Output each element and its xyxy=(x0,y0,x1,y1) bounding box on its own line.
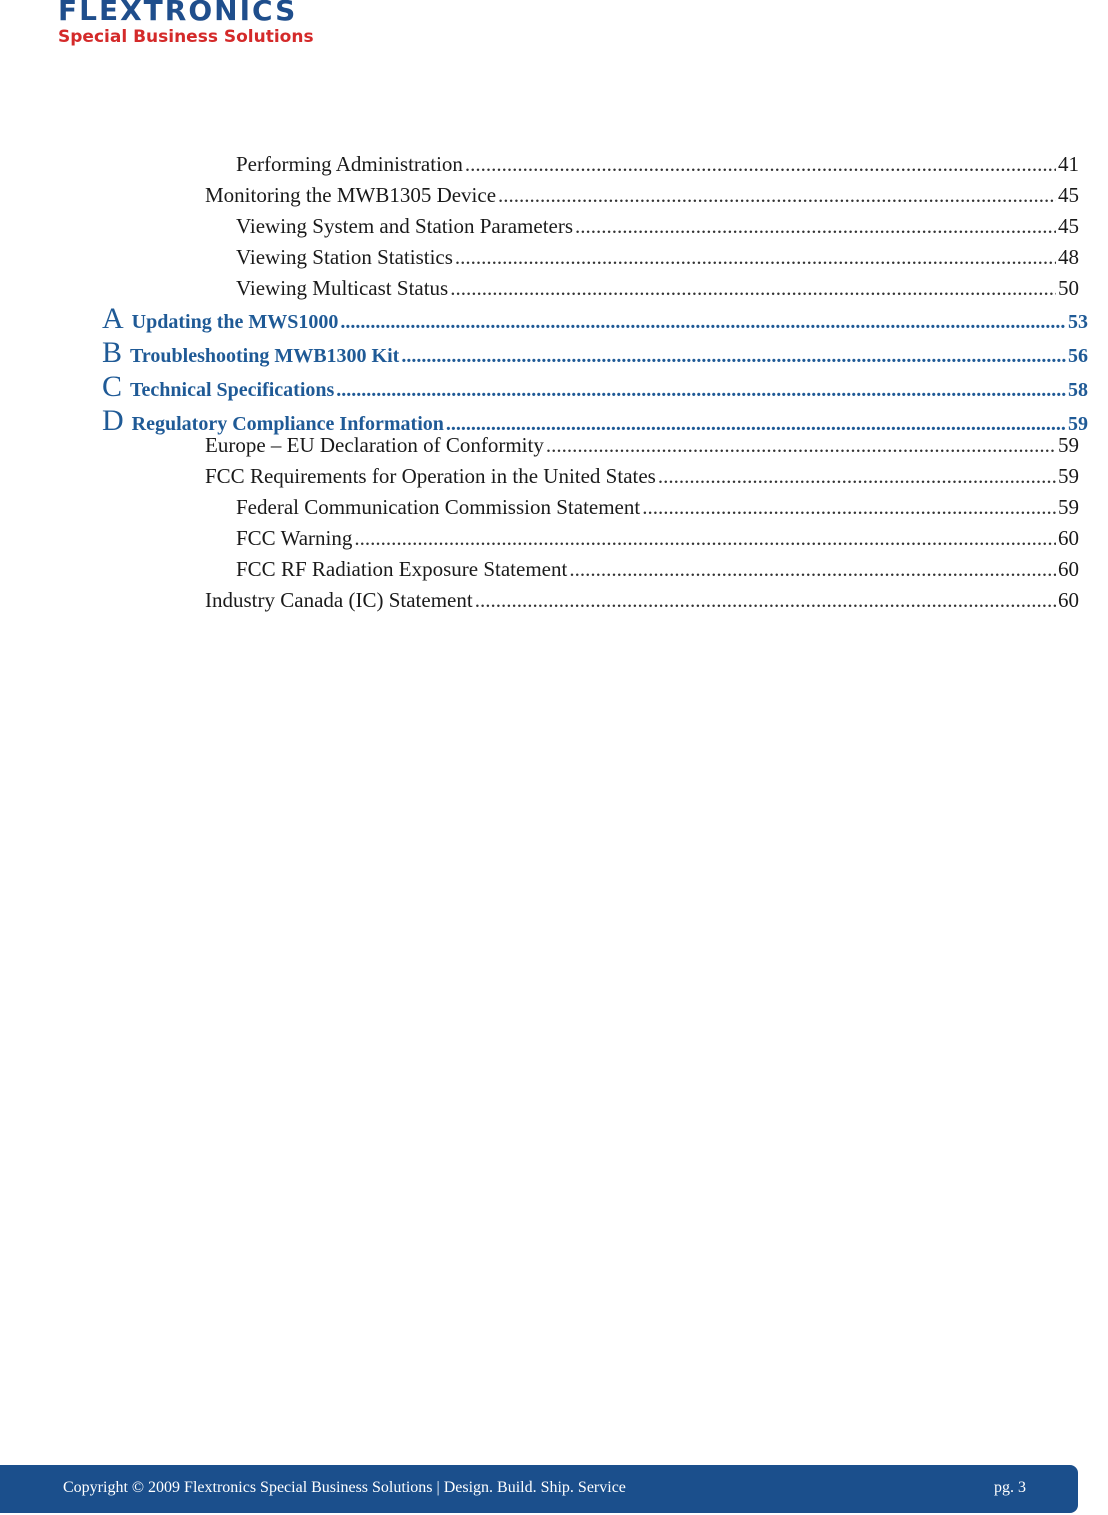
toc-dot-leader xyxy=(546,433,1056,458)
toc-entry-page: 50 xyxy=(1058,276,1079,300)
toc-appendix-entry[interactable] xyxy=(102,336,1088,370)
toc-entry-title: FCC Warning xyxy=(236,526,353,550)
toc-entry-page: 60 xyxy=(1058,526,1079,550)
toc-dot-leader xyxy=(401,345,1066,368)
toc-entry[interactable] xyxy=(236,214,1079,239)
toc-dot-leader xyxy=(465,152,1056,177)
toc-dot-leader xyxy=(498,183,1056,208)
toc-entry[interactable] xyxy=(236,557,1079,582)
toc-entry-title: Industry Canada (IC) Statement xyxy=(205,588,473,612)
toc-entry[interactable] xyxy=(236,276,1079,301)
appendix-letter: B xyxy=(102,336,123,369)
toc-entry[interactable] xyxy=(236,526,1079,551)
toc-dot-leader xyxy=(475,588,1056,613)
toc-entry-title: Regulatory Compliance Information xyxy=(131,413,444,435)
toc-entry-page: 56 xyxy=(1068,345,1088,367)
footer-page-number: pg. 3 xyxy=(994,1479,1026,1496)
footer-copyright: Copyright © 2009 Flextronics Special Business Solutions | Design. Build. Ship. Service xyxy=(63,1479,626,1496)
toc-entry-page: 59 xyxy=(1058,495,1079,519)
toc-entry-page: 58 xyxy=(1068,379,1088,401)
toc-entry[interactable] xyxy=(205,183,1079,208)
toc-dot-leader xyxy=(336,379,1066,402)
toc-entry[interactable] xyxy=(205,464,1079,489)
appendix-letter: D xyxy=(102,404,124,437)
toc-appendix-entry[interactable] xyxy=(102,370,1088,404)
toc-entry-page: 59 xyxy=(1068,413,1088,435)
toc-entry-title: Monitoring the MWB1305 Device xyxy=(205,183,497,207)
toc-entry-page: 59 xyxy=(1058,433,1079,457)
toc-entry[interactable] xyxy=(236,245,1079,270)
toc-entry-title: Performing Administration xyxy=(236,152,463,176)
toc-entry-title: Viewing System and Station Parameters xyxy=(236,214,574,238)
logo-tagline: Special Business Solutions xyxy=(58,27,314,47)
toc-entry-title: Europe – EU Declaration of Conformity xyxy=(205,433,544,457)
toc-entry-title: Technical Specifications xyxy=(130,379,335,401)
toc-entry-page: 41 xyxy=(1058,152,1079,176)
toc-entry-title: Troubleshooting MWB1300 Kit xyxy=(130,345,400,367)
toc-dot-leader xyxy=(354,526,1056,551)
toc-entry[interactable] xyxy=(205,588,1079,613)
toc-entry-page: 60 xyxy=(1058,588,1079,612)
toc-dot-leader xyxy=(340,311,1066,334)
toc-entry-page: 60 xyxy=(1058,557,1079,581)
toc-appendix-entry[interactable] xyxy=(102,302,1088,336)
toc-dot-leader xyxy=(455,245,1056,270)
toc-entry-title: Viewing Station Statistics xyxy=(236,245,453,269)
toc-dot-leader xyxy=(575,214,1056,239)
toc-entry[interactable] xyxy=(205,433,1079,458)
toc-dot-leader xyxy=(450,276,1056,301)
toc-dot-leader xyxy=(642,495,1056,520)
toc-entry[interactable] xyxy=(236,495,1079,520)
toc-entry-title: Federal Communication Commission Statement xyxy=(236,495,641,519)
toc-entry-title: FCC Requirements for Operation in the United States xyxy=(205,464,656,488)
toc-entry-page: 59 xyxy=(1058,464,1079,488)
page-footer xyxy=(0,1465,1078,1513)
toc-entry-page: 45 xyxy=(1058,183,1079,207)
logo-wordmark: FLEXTRONICS xyxy=(58,0,298,27)
flextronics-logo xyxy=(58,0,328,52)
toc-entry-page: 48 xyxy=(1058,245,1079,269)
toc-entry-title: FCC RF Radiation Exposure Statement xyxy=(236,557,568,581)
appendix-letter: C xyxy=(102,370,123,403)
toc-entry[interactable] xyxy=(236,152,1079,177)
toc-entry-page: 45 xyxy=(1058,214,1079,238)
toc-entry-page: 53 xyxy=(1068,311,1088,333)
toc-dot-leader xyxy=(658,464,1056,489)
toc-entry-title: Updating the MWS1000 xyxy=(131,311,339,333)
toc-entry-title: Viewing Multicast Status xyxy=(236,276,449,300)
toc-dot-leader xyxy=(569,557,1056,582)
appendix-letter: A xyxy=(102,302,124,335)
